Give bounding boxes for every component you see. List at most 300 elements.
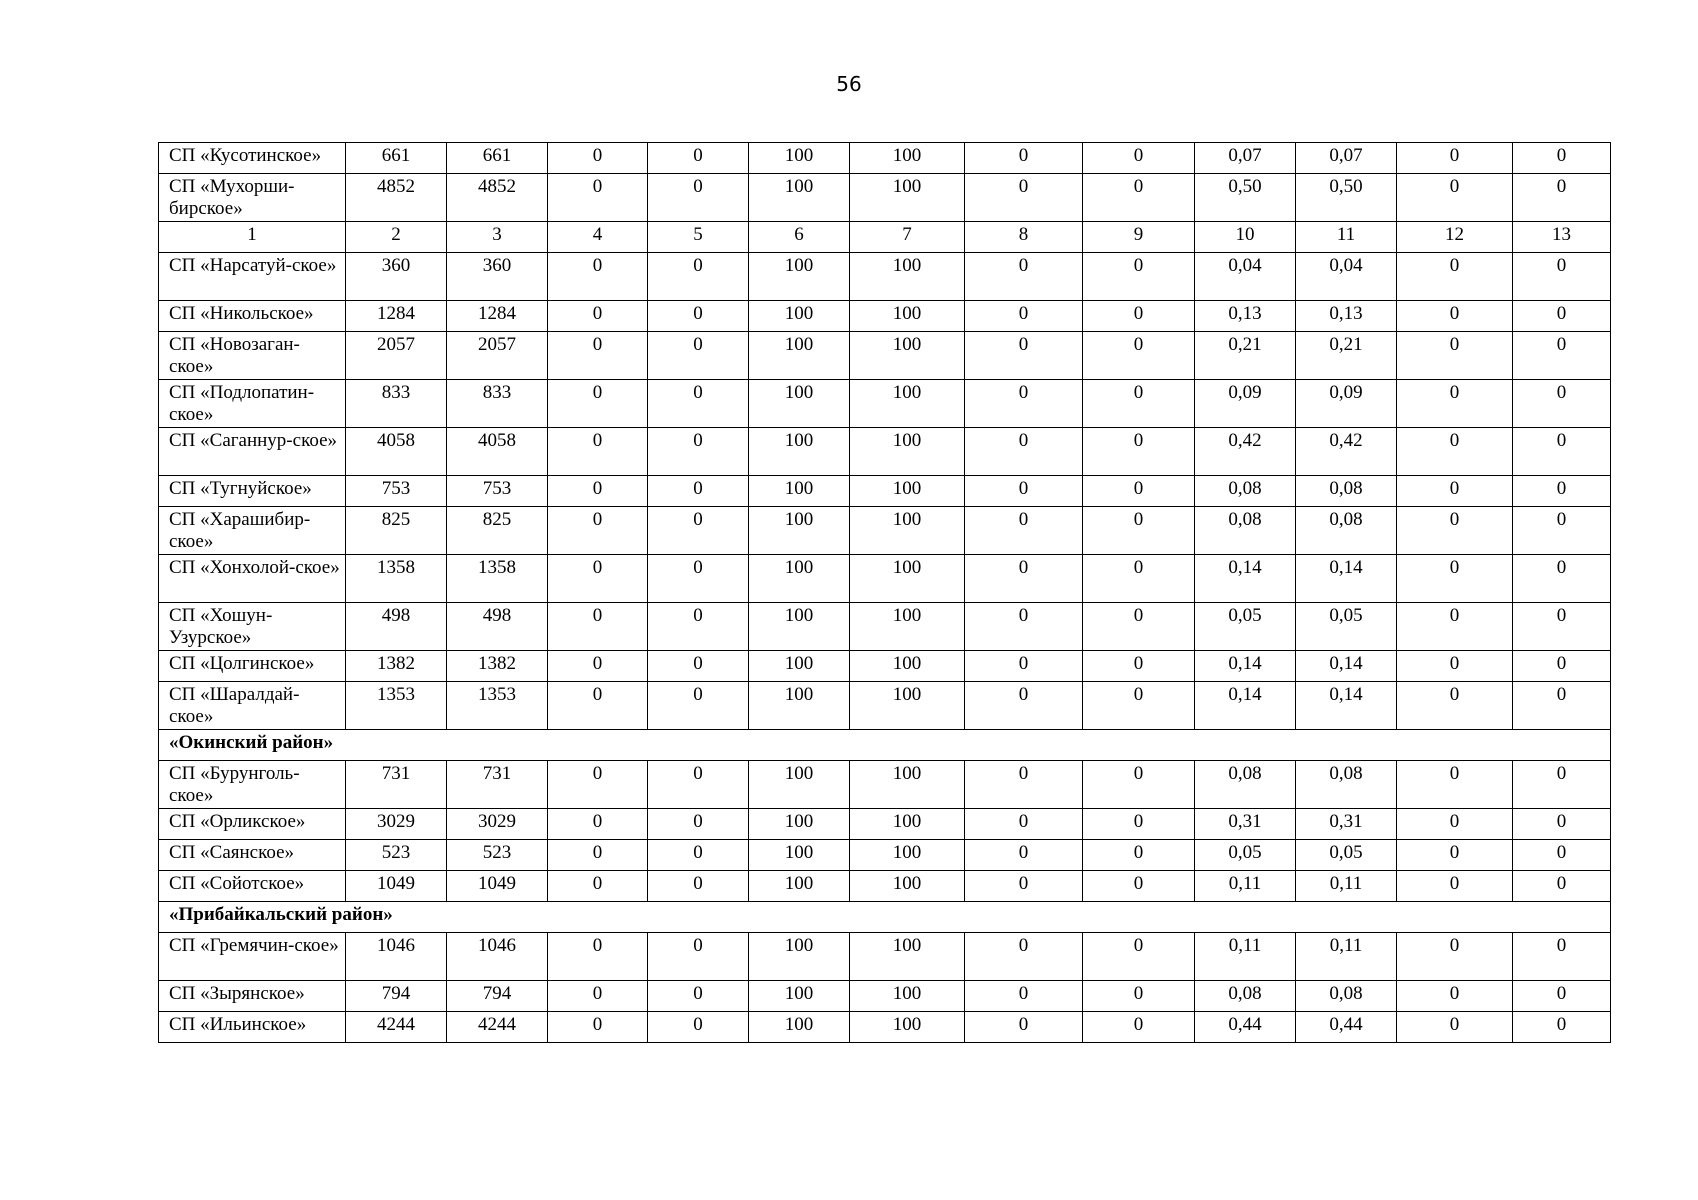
value-cell: 0 [548,380,648,428]
value-cell: 0 [1083,174,1195,222]
value-cell: 0,14 [1296,555,1397,603]
value-cell: 0 [648,380,749,428]
column-number-cell: 8 [965,222,1083,253]
value-cell: 0 [648,809,749,840]
table-row [159,651,1611,682]
value-cell: 1284 [447,301,548,332]
value-cell: 100 [749,809,850,840]
value-cell: 0 [1513,507,1611,555]
table-row [159,380,1611,428]
value-cell: 100 [850,555,965,603]
value-cell: 0 [548,682,648,730]
value-cell: 0,04 [1296,253,1397,301]
value-cell: 100 [850,253,965,301]
value-cell: 0,11 [1195,871,1296,902]
column-number-cell: 10 [1195,222,1296,253]
settlement-name-cell: СП «Сойотское» [159,871,346,902]
value-cell: 100 [749,603,850,651]
column-number-row [159,222,1611,253]
value-cell: 0 [1513,174,1611,222]
value-cell: 0 [548,428,648,476]
value-cell: 0 [1513,761,1611,809]
value-cell: 100 [850,603,965,651]
value-cell: 100 [850,933,965,981]
value-cell: 0 [1083,761,1195,809]
value-cell: 1049 [346,871,447,902]
value-cell: 0,08 [1195,476,1296,507]
value-cell: 0 [1513,143,1611,174]
settlement-name-cell: СП «Новозаган-ское» [159,332,346,380]
value-cell: 0 [1083,143,1195,174]
value-cell: 3029 [447,809,548,840]
value-cell: 0,21 [1296,332,1397,380]
value-cell: 0 [648,761,749,809]
value-cell: 0 [1397,840,1513,871]
column-number-cell: 11 [1296,222,1397,253]
value-cell: 100 [749,476,850,507]
table-row [159,981,1611,1012]
value-cell: 0 [648,1012,749,1043]
value-cell: 0 [648,253,749,301]
value-cell: 0 [648,981,749,1012]
value-cell: 0 [1513,253,1611,301]
value-cell: 0 [1083,476,1195,507]
value-cell: 825 [447,507,548,555]
value-cell: 0 [548,1012,648,1043]
value-cell: 0 [648,840,749,871]
value-cell: 0 [648,603,749,651]
value-cell: 0 [1397,555,1513,603]
value-cell: 100 [850,981,965,1012]
value-cell: 0,11 [1296,871,1397,902]
value-cell: 0 [965,476,1083,507]
table-row [159,871,1611,902]
value-cell: 0 [1513,476,1611,507]
value-cell: 0 [1397,428,1513,476]
column-number-cell: 6 [749,222,850,253]
value-cell: 0 [1513,682,1611,730]
value-cell: 0,09 [1296,380,1397,428]
settlement-name-cell: СП «Саянское» [159,840,346,871]
value-cell: 100 [850,301,965,332]
value-cell: 0 [965,682,1083,730]
table-row [159,1012,1611,1043]
value-cell: 833 [346,380,447,428]
section-title: «Окинский район» [159,730,1611,761]
settlement-name-cell: СП «Гремячин-ское» [159,933,346,981]
value-cell: 0 [1397,143,1513,174]
value-cell: 0 [1513,1012,1611,1043]
value-cell: 100 [850,174,965,222]
value-cell: 833 [447,380,548,428]
value-cell: 0 [1083,603,1195,651]
value-cell: 0,31 [1195,809,1296,840]
value-cell: 0,05 [1195,603,1296,651]
value-cell: 0 [1513,933,1611,981]
value-cell: 0 [965,603,1083,651]
value-cell: 0 [648,143,749,174]
value-cell: 661 [346,143,447,174]
value-cell: 4852 [346,174,447,222]
value-cell: 0 [1083,555,1195,603]
value-cell: 1382 [447,651,548,682]
value-cell: 0 [1083,380,1195,428]
value-cell: 100 [749,380,850,428]
value-cell: 100 [749,555,850,603]
value-cell: 0 [548,651,648,682]
value-cell: 360 [346,253,447,301]
value-cell: 100 [850,507,965,555]
value-cell: 100 [850,651,965,682]
value-cell: 0 [1513,555,1611,603]
value-cell: 100 [749,174,850,222]
value-cell: 0,14 [1296,682,1397,730]
value-cell: 0 [648,332,749,380]
value-cell: 0 [548,981,648,1012]
column-number-cell: 1 [159,222,346,253]
value-cell: 0,09 [1195,380,1296,428]
value-cell: 0 [648,555,749,603]
value-cell: 100 [850,332,965,380]
value-cell: 100 [850,476,965,507]
table-row [159,253,1611,301]
value-cell: 0 [548,174,648,222]
value-cell: 0 [648,651,749,682]
value-cell: 0 [1397,476,1513,507]
value-cell: 100 [749,332,850,380]
section-header-row [159,902,1611,933]
value-cell: 0,44 [1296,1012,1397,1043]
value-cell: 0 [1083,253,1195,301]
value-cell: 0 [548,476,648,507]
table-row [159,332,1611,380]
column-number-cell: 5 [648,222,749,253]
value-cell: 0 [648,507,749,555]
value-cell: 1049 [447,871,548,902]
value-cell: 1358 [447,555,548,603]
settlement-name-cell: СП «Ильинское» [159,1012,346,1043]
value-cell: 0 [965,380,1083,428]
value-cell: 0 [548,143,648,174]
value-cell: 100 [749,301,850,332]
value-cell: 0,13 [1195,301,1296,332]
settlement-name-cell: СП «Саганнур-ское» [159,428,346,476]
value-cell: 0 [1083,981,1195,1012]
page-number: 56 [836,72,862,96]
table-row [159,933,1611,981]
value-cell: 0,08 [1296,507,1397,555]
settlement-name-cell: СП «Орликское» [159,809,346,840]
value-cell: 0,08 [1195,981,1296,1012]
value-cell: 0 [1513,380,1611,428]
value-cell: 0,14 [1195,651,1296,682]
value-cell: 0 [1397,871,1513,902]
value-cell: 0,05 [1296,603,1397,651]
value-cell: 100 [850,380,965,428]
value-cell: 0,05 [1195,840,1296,871]
value-cell: 0 [1397,651,1513,682]
value-cell: 1046 [346,933,447,981]
value-cell: 731 [447,761,548,809]
table-row [159,555,1611,603]
settlement-name-cell: СП «Тугнуйское» [159,476,346,507]
value-cell: 498 [346,603,447,651]
value-cell: 1353 [346,682,447,730]
value-cell: 4058 [346,428,447,476]
value-cell: 1353 [447,682,548,730]
value-cell: 0 [648,301,749,332]
value-cell: 0 [965,428,1083,476]
settlement-name-cell: СП «Хошун-Узурское» [159,603,346,651]
column-number-cell: 12 [1397,222,1513,253]
value-cell: 0 [965,1012,1083,1043]
table-row [159,682,1611,730]
value-cell: 0 [1513,428,1611,476]
value-cell: 100 [749,651,850,682]
value-cell: 100 [749,761,850,809]
value-cell: 0,04 [1195,253,1296,301]
section-title: «Прибайкальский район» [159,902,1611,933]
value-cell: 0,07 [1296,143,1397,174]
value-cell: 753 [447,476,548,507]
column-number-cell: 13 [1513,222,1611,253]
value-cell: 0 [648,871,749,902]
value-cell: 100 [850,428,965,476]
value-cell: 0 [1083,682,1195,730]
column-number-cell: 4 [548,222,648,253]
value-cell: 3029 [346,809,447,840]
section-header-row [159,730,1611,761]
value-cell: 100 [749,1012,850,1043]
value-cell: 753 [346,476,447,507]
value-cell: 0,08 [1296,761,1397,809]
settlement-name-cell: СП «Подлопатин-ское» [159,380,346,428]
value-cell: 0 [1083,840,1195,871]
value-cell: 100 [850,809,965,840]
table-body [159,143,1611,1043]
value-cell: 0 [548,253,648,301]
value-cell: 1382 [346,651,447,682]
value-cell: 0 [965,555,1083,603]
value-cell: 0 [548,871,648,902]
value-cell: 4852 [447,174,548,222]
value-cell: 0 [1397,603,1513,651]
value-cell: 100 [850,143,965,174]
value-cell: 0 [1513,981,1611,1012]
value-cell: 0,08 [1296,476,1397,507]
table-row [159,840,1611,871]
value-cell: 0 [965,809,1083,840]
value-cell: 0 [1397,761,1513,809]
value-cell: 4244 [447,1012,548,1043]
value-cell: 523 [447,840,548,871]
value-cell: 0 [648,476,749,507]
value-cell: 4244 [346,1012,447,1043]
value-cell: 0 [648,428,749,476]
settlement-name-cell: СП «Бурунголь-ское» [159,761,346,809]
value-cell: 100 [850,840,965,871]
value-cell: 0 [1083,809,1195,840]
value-cell: 661 [447,143,548,174]
value-cell: 0,14 [1195,555,1296,603]
value-cell: 0 [548,301,648,332]
value-cell: 100 [850,1012,965,1043]
value-cell: 0 [548,332,648,380]
value-cell: 100 [749,871,850,902]
value-cell: 100 [850,682,965,730]
value-cell: 0 [1083,651,1195,682]
value-cell: 0 [1397,507,1513,555]
value-cell: 0 [648,174,749,222]
value-cell: 100 [749,253,850,301]
table-row [159,809,1611,840]
value-cell: 0 [648,933,749,981]
value-cell: 0 [648,682,749,730]
value-cell: 100 [749,682,850,730]
value-cell: 731 [346,761,447,809]
value-cell: 0 [1513,603,1611,651]
value-cell: 100 [749,981,850,1012]
value-cell: 1284 [346,301,447,332]
value-cell: 0,08 [1195,761,1296,809]
table-row [159,761,1611,809]
value-cell: 0 [965,253,1083,301]
value-cell: 0 [548,809,648,840]
value-cell: 0 [1397,301,1513,332]
value-cell: 0 [548,603,648,651]
value-cell: 0 [965,507,1083,555]
value-cell: 0,42 [1296,428,1397,476]
value-cell: 0,11 [1195,933,1296,981]
value-cell: 2057 [346,332,447,380]
value-cell: 0 [1513,301,1611,332]
value-cell: 0,31 [1296,809,1397,840]
value-cell: 0 [1397,174,1513,222]
table-row [159,428,1611,476]
value-cell: 0,08 [1195,507,1296,555]
settlement-name-cell: СП «Никольское» [159,301,346,332]
value-cell: 0 [1083,933,1195,981]
value-cell: 0 [548,555,648,603]
value-cell: 0 [965,332,1083,380]
value-cell: 0 [1397,380,1513,428]
value-cell: 523 [346,840,447,871]
value-cell: 0,07 [1195,143,1296,174]
value-cell: 0 [548,507,648,555]
value-cell: 100 [749,143,850,174]
value-cell: 0 [965,651,1083,682]
table-row [159,476,1611,507]
value-cell: 0 [548,761,648,809]
value-cell: 0 [965,301,1083,332]
value-cell: 0 [965,761,1083,809]
value-cell: 2057 [447,332,548,380]
value-cell: 0 [1513,840,1611,871]
value-cell: 0,14 [1296,651,1397,682]
value-cell: 794 [447,981,548,1012]
statistics-table [158,142,1611,1043]
column-number-cell: 7 [850,222,965,253]
value-cell: 100 [850,761,965,809]
value-cell: 0 [1083,871,1195,902]
value-cell: 0 [965,840,1083,871]
table-row [159,143,1611,174]
value-cell: 0,14 [1195,682,1296,730]
value-cell: 0 [1513,809,1611,840]
value-cell: 0,05 [1296,840,1397,871]
value-cell: 0 [548,933,648,981]
value-cell: 0,08 [1296,981,1397,1012]
settlement-name-cell: СП «Хонхолой-ское» [159,555,346,603]
value-cell: 0 [965,143,1083,174]
value-cell: 0 [1083,1012,1195,1043]
value-cell: 0 [1513,871,1611,902]
table-row [159,603,1611,651]
settlement-name-cell: СП «Нарсатуй-ское» [159,253,346,301]
value-cell: 1358 [346,555,447,603]
value-cell: 0 [1083,428,1195,476]
settlement-name-cell: СП «Кусотинское» [159,143,346,174]
value-cell: 0 [1397,809,1513,840]
table-row [159,174,1611,222]
table-row [159,507,1611,555]
value-cell: 0 [1513,651,1611,682]
value-cell: 794 [346,981,447,1012]
value-cell: 0 [1397,253,1513,301]
value-cell: 0,50 [1195,174,1296,222]
value-cell: 0 [1397,1012,1513,1043]
value-cell: 0 [965,871,1083,902]
value-cell: 0 [1397,332,1513,380]
settlement-name-cell: СП «Шаралдай-ское» [159,682,346,730]
settlement-name-cell: СП «Зырянское» [159,981,346,1012]
settlement-name-cell: СП «Мухорши-бирское» [159,174,346,222]
column-number-cell: 2 [346,222,447,253]
value-cell: 0 [1397,682,1513,730]
value-cell: 0 [1083,507,1195,555]
column-number-cell: 9 [1083,222,1195,253]
value-cell: 498 [447,603,548,651]
value-cell: 825 [346,507,447,555]
value-cell: 0 [1397,933,1513,981]
settlement-name-cell: СП «Цолгинское» [159,651,346,682]
value-cell: 0 [1513,332,1611,380]
value-cell: 0,44 [1195,1012,1296,1043]
value-cell: 0,11 [1296,933,1397,981]
value-cell: 100 [749,428,850,476]
value-cell: 0 [965,174,1083,222]
value-cell: 0,13 [1296,301,1397,332]
value-cell: 1046 [447,933,548,981]
value-cell: 0 [1397,981,1513,1012]
value-cell: 100 [749,840,850,871]
value-cell: 100 [850,871,965,902]
value-cell: 360 [447,253,548,301]
value-cell: 0 [1083,301,1195,332]
settlement-name-cell: СП «Харашибир-ское» [159,507,346,555]
value-cell: 0,50 [1296,174,1397,222]
column-number-cell: 3 [447,222,548,253]
value-cell: 0 [965,933,1083,981]
value-cell: 0 [1083,332,1195,380]
value-cell: 100 [749,933,850,981]
value-cell: 0,21 [1195,332,1296,380]
value-cell: 0 [965,981,1083,1012]
value-cell: 0 [548,840,648,871]
table-row [159,301,1611,332]
value-cell: 100 [749,507,850,555]
value-cell: 4058 [447,428,548,476]
